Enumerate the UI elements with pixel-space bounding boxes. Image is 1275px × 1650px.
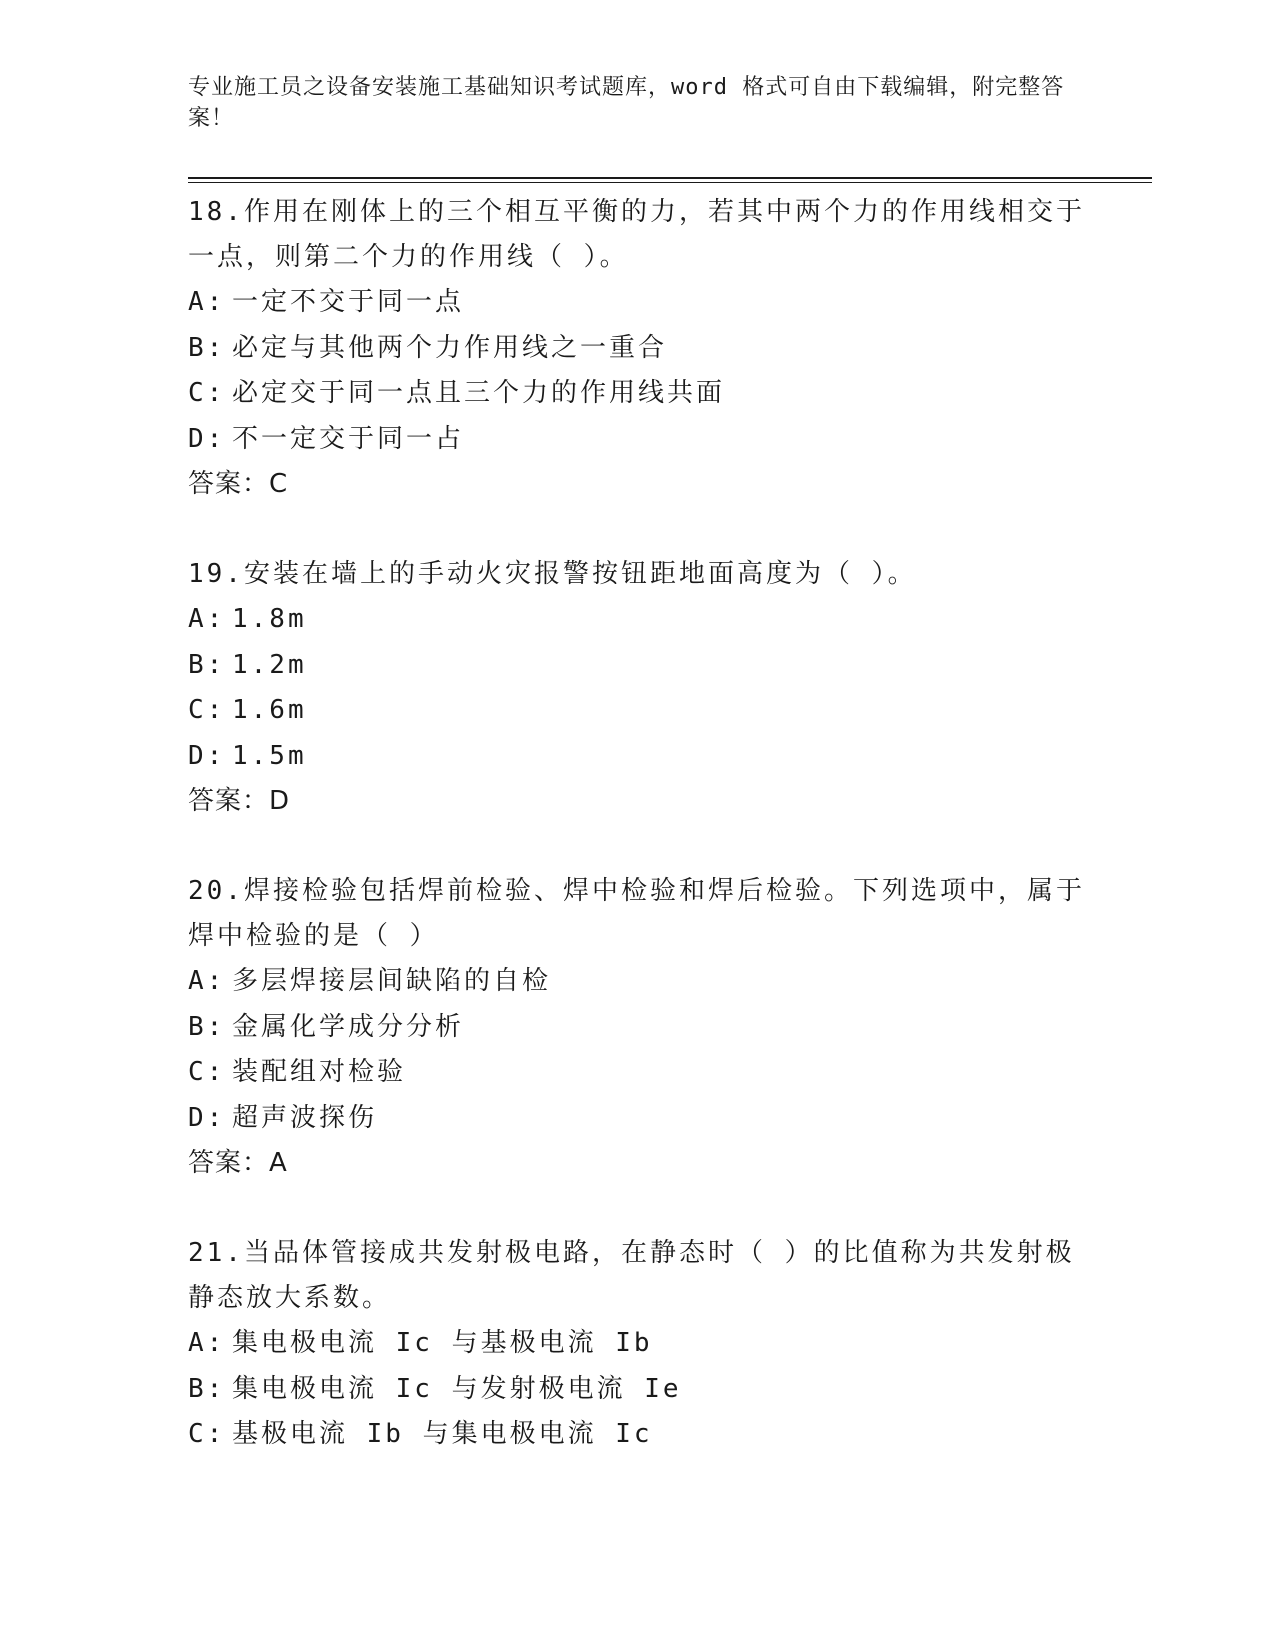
header-divider-thick — [188, 177, 1152, 179]
option-a — [188, 1321, 1088, 1367]
question-stem: 20.焊接检验包括焊前检验、焊中检验和焊后检验。下列选项中，属于焊中检验的是（ ） — [188, 876, 1085, 951]
option-letter: A: — [188, 604, 226, 634]
option-b — [188, 643, 1088, 689]
option-letter: D: — [188, 1102, 226, 1133]
option-text: 不一定交于同一占 — [232, 423, 465, 454]
option-a — [188, 959, 1088, 1005]
question-stem: 18.作用在刚体上的三个相互平衡的力，若其中两个力的作用线相交于一点，则第二个力的作用线（ ）。 — [188, 197, 1085, 272]
option-a — [188, 597, 1088, 643]
option-d — [188, 1096, 1088, 1142]
option-letter: A: — [188, 1328, 226, 1358]
option-text: 金属化学成分分析 — [232, 1011, 465, 1042]
question-stem: 19.安装在墙上的手动火灾报警按钮距地面高度为（ ）。 — [188, 559, 917, 589]
option-letter: C: — [188, 1419, 226, 1449]
option-text: 一定不交于同一点 — [232, 287, 465, 317]
option-text: 集电极电流 Ic 与基极电流 Ib — [232, 1328, 653, 1358]
option-b — [188, 326, 1088, 372]
option-letter: B: — [188, 649, 226, 680]
header-divider-thin — [188, 182, 1152, 183]
option-text: 必定交于同一点且三个力的作用线共面 — [232, 378, 726, 408]
question-21 — [188, 1231, 1088, 1458]
option-c — [188, 688, 1088, 734]
option-c — [188, 1412, 1088, 1458]
option-text: 1.8m — [232, 604, 307, 634]
option-letter: B: — [188, 332, 226, 363]
option-d — [188, 734, 1088, 780]
answer-line: 答案：D — [188, 786, 291, 816]
option-text: 必定与其他两个力作用线之一重合 — [232, 332, 668, 363]
option-text: 基极电流 Ib 与集电极电流 Ic — [232, 1419, 653, 1449]
answer-line: 答案：C — [188, 469, 289, 499]
option-letter: D: — [188, 423, 226, 454]
option-text: 集电极电流 Ic 与发射极电流 Ie — [232, 1373, 682, 1404]
option-c — [188, 371, 1088, 417]
option-text: 超声波探伤 — [232, 1102, 378, 1133]
question-stem: 21.当品体管接成共发射极电路，在静态时（ ）的比值称为共发射极静态放大系数。 — [188, 1238, 1075, 1313]
option-text: 装配组对检验 — [232, 1057, 407, 1087]
option-c — [188, 1050, 1088, 1096]
option-b — [188, 1005, 1088, 1051]
question-18 — [188, 190, 1088, 507]
option-text: 1.2m — [232, 649, 307, 680]
option-text: 1.6m — [232, 695, 307, 725]
option-letter: C: — [188, 695, 226, 725]
option-letter: B: — [188, 1373, 226, 1404]
option-letter: B: — [188, 1011, 226, 1042]
document-header: 专业施工员之设备安装施工基础知识考试题库，word 格式可自由下载编辑，附完整答案！ — [188, 75, 1065, 131]
answer-line: 答案：A — [188, 1148, 288, 1178]
option-letter: D: — [188, 740, 226, 771]
option-text: 1.5m — [232, 740, 307, 771]
option-d — [188, 417, 1088, 463]
question-19 — [188, 552, 1088, 824]
option-a — [188, 280, 1088, 326]
option-letter: C: — [188, 1057, 226, 1087]
option-letter: C: — [188, 378, 226, 408]
option-letter: A: — [188, 287, 226, 317]
option-text: 多层焊接层间缺陷的自检 — [232, 966, 552, 996]
option-letter: A: — [188, 966, 226, 996]
question-20 — [188, 869, 1088, 1186]
option-b — [188, 1367, 1088, 1413]
question-list — [188, 186, 1088, 1503]
